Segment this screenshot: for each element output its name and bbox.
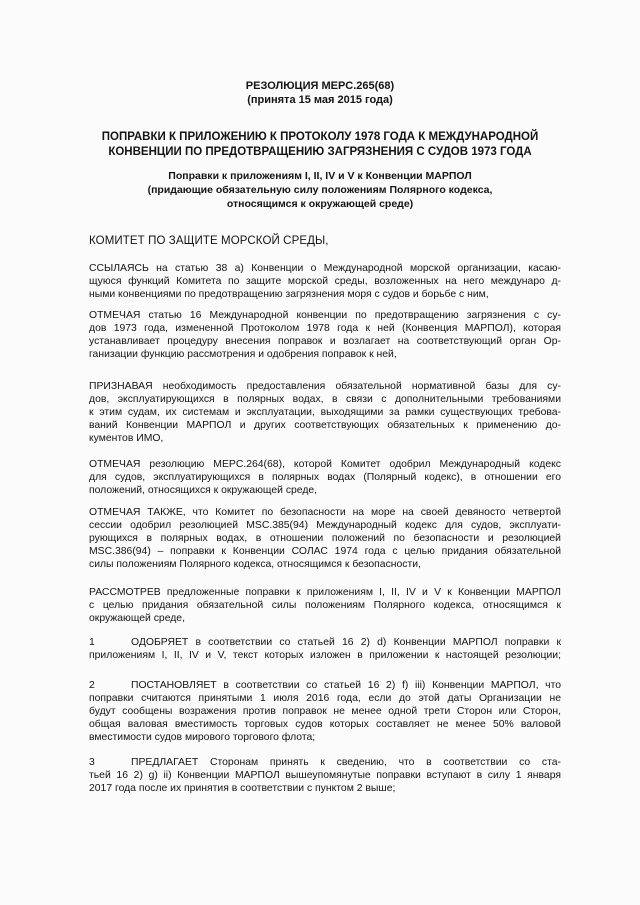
- paragraph-line: ОТМЕЧАЯ статью 16 Международной конвенции по предотвращению загрязнения с су-: [89, 310, 561, 321]
- adoption-date: (принята 15 мая 2015 года): [247, 94, 393, 106]
- paragraph-line: ССЫЛАЯСЬ на статью 38 a) Конвенции о Международной морской организации, касаю-: [89, 263, 561, 274]
- paragraph-number: 2: [89, 680, 95, 691]
- subtitle-line-3: относящимся к окружающей среде): [226, 198, 414, 210]
- paragraph-line: MSC.386(94) – поправки к Конвенции СОЛАС 1974 года с целью придания обязательной: [89, 546, 561, 557]
- paragraph-line: ОТМЕЧАЯ резолюцию MEPC.264(68), которой Комитет одобрил Международный кодекс: [89, 459, 561, 470]
- paragraph-line: кументов ИМО,: [89, 433, 164, 444]
- paragraph-line: силы положениям Полярного кодекса, относящимся к безопасности,: [89, 559, 421, 570]
- subject-line-2: КОНВЕНЦИИ ПО ПРЕДОТВРАЩЕНИЮ ЗАГРЯЗНЕНИЯ С СУДОВ 1973 ГОДА: [108, 146, 532, 158]
- paragraph-line: рующихся в полярных водах, в отношении положений по безопасности и резолюцией: [89, 533, 561, 544]
- committee-heading: КОМИТЕТ ПО ЗАЩИТЕ МОРСКОЙ СРЕДЫ,: [89, 235, 329, 247]
- paragraph-line: ОТМЕЧАЯ ТАКЖЕ, что Комитет по безопасности на море на своей девяносто четвертой: [89, 507, 561, 518]
- paragraph-line: вместимости судов мирового торгового флота;: [89, 732, 316, 743]
- paragraph-line: тьей 16 2) g) ii) Конвенции МАРПОЛ вышеупомянутые поправки вступают в силу 1 января: [89, 770, 561, 781]
- paragraph-line: окружающей среде,: [89, 613, 185, 624]
- paragraph-line: 2017 года после их принятия в соответствии с пунктом 2 выше;: [89, 783, 396, 794]
- paragraph-line: ными конвенциями по предотвращению загрязнения моря с судов и борьбе с ним,: [89, 289, 489, 300]
- paragraph-line: дов 1973 года, измененной Протоколом 1978 года к ней (Конвенция МАРПОЛ), которая: [89, 323, 561, 334]
- paragraph-line: положений, относящихся к окружающей среде,: [89, 485, 318, 496]
- paragraph-line: ганизации функцию рассмотрения и одобрения поправок к ней,: [89, 349, 397, 360]
- paragraph-line: для судов, эксплуатирующихся в полярных водах (Полярный кодекс), в отношении его: [89, 472, 561, 483]
- resolution-title: РЕЗОЛЮЦИЯ MEPC.265(68): [245, 80, 395, 92]
- paragraph-line: к этим судам, их системам и эксплуатации, выходящими за рамки существующих требова-: [89, 407, 561, 418]
- paragraph-line: будут сообщены возражения против поправок не менее одной трети Сторон или Сторон,: [89, 706, 561, 717]
- paragraph-line: устанавливает процедуру внесения поправок и возлагает на соответствующий орган Ор-: [89, 336, 561, 347]
- subtitle-line-1: Поправки к приложениям I, II, IV и V к Конвенции МАРПОЛ: [168, 170, 472, 182]
- paragraph-number: 1: [89, 637, 95, 648]
- paragraph-line: ПРИЗНАВАЯ необходимость предоставления обязательной нормативной базы для су-: [89, 381, 561, 392]
- paragraph-line: поправки считаются принятыми 1 июля 2016 года, если до этой даты Организации не: [89, 693, 561, 704]
- paragraph-line: сессии одобрил резолюцией MSC.385(94) Международный кодекс для судов, эксплуати-: [89, 520, 561, 531]
- subject-line-1: ПОПРАВКИ К ПРИЛОЖЕНИЮ К ПРОТОКОЛУ 1978 ГОДА К МЕЖДУНАРОДНОЙ: [101, 131, 539, 143]
- paragraph-line: дов, эксплуатирующихся в полярных водах, в связи с дополнительными требованиями: [89, 394, 561, 405]
- paragraph-line: щуюся функций Комитета по защите морской среды, возложенных на него междунаро д-: [89, 276, 561, 287]
- paragraph-line: приложениям I, II, IV и V, текст которых изложен в приложении к настоящей резолюции;: [89, 650, 561, 661]
- paragraph-line: ПРЕДЛАГАЕТ Сторонам принять к сведению, что в соответствии со ста-: [131, 757, 561, 768]
- paragraph-line: ваний Конвенции МАРПОЛ и других соответствующих обязательных к применению до-: [89, 420, 561, 431]
- paragraph-line: ОДОБРЯЕТ в соответствии со статьей 16 2) d) Конвенции МАРПОЛ поправки к: [131, 637, 561, 648]
- paragraph-number: 3: [89, 757, 95, 768]
- paragraph-line: с целью придания обязательной силы положениям Полярного кодекса, относящимся к: [89, 600, 561, 611]
- paragraph-line: РАССМОТРЕВ предложенные поправки к приложениям I, II, IV и V к Конвенции МАРПОЛ: [89, 587, 561, 598]
- paragraph-line: ПОСТАНОВЛЯЕТ в соответствии со статьей 16 2) f) iii) Конвенции МАРПОЛ, что: [131, 680, 561, 691]
- subtitle-line-2: (придающие обязательную силу положениям Полярного кодекса,: [147, 184, 493, 196]
- paragraph-line: общая валовая вместимость торговых судов которых составляет не менее 50% валовой: [89, 719, 561, 730]
